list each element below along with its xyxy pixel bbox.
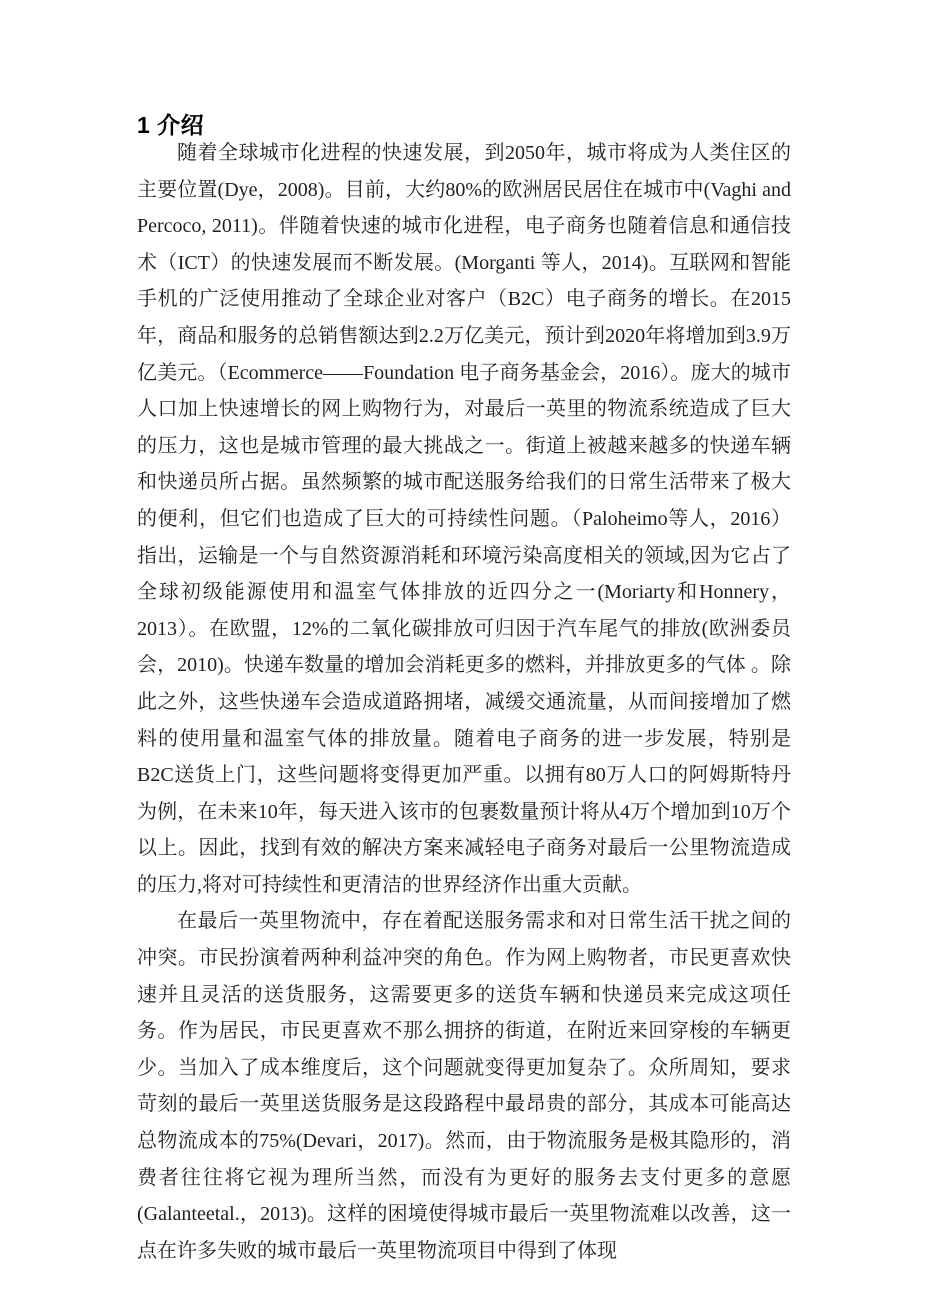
intro-paragraph-2: 在最后一英里物流中，存在着配送服务需求和对日常生活干扰之间的冲突。市民扮演着两种利益冲突的角色。作为网上购物者，市民更喜欢快速并且灵活的送货服务，这需要更多的送货车辆和快递员来完成这项任务。作为居民，市民更喜欢不那么拥挤的街道，在附近来回穿梭的车辆更少。当加入了成本维度后，这个问题就变得更加复杂了。众所周知，要求苛刻的最后一英里送货服务是这段路程中最昂贵的部分，其成本可能高达总物流成本的75%(Devari，2017)。然而，由于物流服务是极其隐形的，消费者往往将它视为理所当然，而没有为更好的服务去支付更多的意愿(Galanteetal.，2013)。这样的困境使得城市最后一英里物流难以改善，这一点在许多失败的城市最后一英里物流项目中得到了体现 xyxy=(137,910,791,1262)
section-heading: 1 介绍 xyxy=(137,112,205,138)
intro-paragraph-1: 随着全球城市化进程的快速发展，到2050年，城市将成为人类住区的主要位置(Dye，2008)。目前，大约80%的欧洲居民居住在城市中(Vaghi and Percoco, 2011)。伴随着快速的城市化进程，电子商务也随着信息和通信技术（ICT）的快速发展而不断发展。(Morganti 等人，2014)。互联网和智能手机的广泛使用推动了全球企业对客户（B2C）电子商务的增长。在2015年，商品和服务的总销售额达到2.2万亿美元，预计到2020年将增加到3.9万亿美元。（Ecommerce——Foundation 电子商务基金会，2016）。庞大的城市人口加上快速增长的网上购物行为，对最后一英里的物流系统造成了巨大的压力，这也是城市管理的最大挑战之一。街道上被越来越多的快递车辆和快递员所占据。虽然频繁的城市配送服务给我们的日常生活带来了极大的便利，但它们也造成了巨大的可持续性问题。（Paloheimo等人，2016）指出，运输是一个与自然资源消耗和环境污染高度相关的领域,因为它占了全球初级能源使用和温室气体排放的近四分之一(Moriarty和Honnery，2013）。在欧盟，12%的二氧化碳排放可归因于汽车尾气的排放(欧洲委员会，2010)。快递车数量的增加会消耗更多的燃料，并排放更多的气体 。除此之外，这些快递车会造成道路拥堵，减缓交通流量，从而间接增加了燃料的使用量和温室气体的排放量。随着电子商务的进一步发展，特别是B2C送货上门，这些问题将变得更加严重。以拥有80万人口的阿姆斯特丹为例，在未来10年，每天进入该市的包裹数量预计将从4万个增加到10万个以上。因此，找到有效的解决方案来减轻电子商务对最后一公里物流造成的压力,将对可持续性和更清洁的世界经济作出重大贡献。 xyxy=(137,142,791,896)
